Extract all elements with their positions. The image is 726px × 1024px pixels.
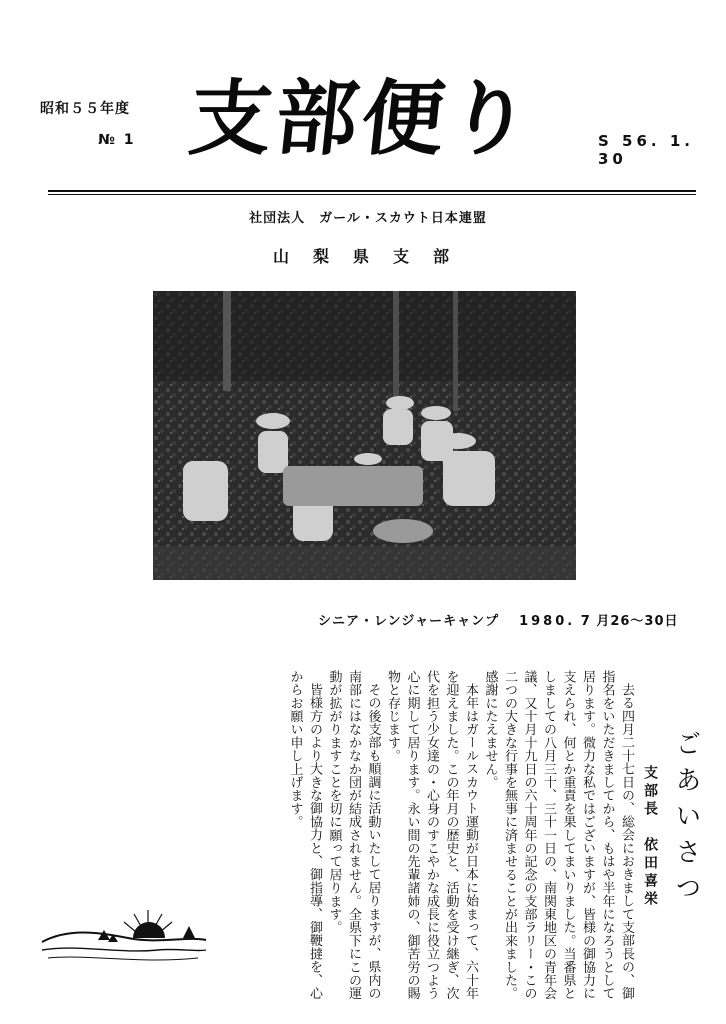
caption-year: 1980. [519,614,576,629]
header-divider [48,190,696,192]
author-name: 依田喜栄 [642,837,658,909]
article-paragraph: 皆様方のより大きな御協力と、御指導、御鞭撻を、心からお願い申し上げます。 [287,670,322,1000]
issue-number: № 1 [98,132,136,148]
caption-event: シニア・レンジャーキャンプ [318,614,500,629]
newsletter-title: 支部便り [184,71,540,167]
sunrise-illustration [38,880,208,970]
article-paragraph: 本年はガールスカウト運動が日本に始まって、六十年を迎えました。この年月の歴史と、活動を受け継ぎ、次代を担う少女達の・心身のすこやかな成長に役立つよう心に期して居ります。永い間の先輩諸姉の、御苦労の賜物と存じます。 [385,670,478,1000]
article-author [640,765,660,909]
author-role: 支部長 [642,765,658,819]
article-body [186,670,636,1000]
article-paragraph: 去る四月二十七日の、総会におきまして支部長の、御指名をいただきましてから、もはや半年になろうとして居ります。微力な私ではございますが、皆様の御協力に支えられ、何とか重責を果してまいりました。当番県としましての八月三十、三十一日の、南関東地区の青年会議、又十月十九日の六十周年の記念の支部ラリー・この二つの大きな行事を無事に済ませることが出来ました。感謝にたえません。 [482,670,634,1000]
article-title: ごあいさつ [671,730,701,910]
header-divider-thin [48,194,696,195]
caption-dates: 7 月26〜30日 [580,614,679,629]
photo-caption [318,610,679,629]
publication-date: S 56. 1. 30 [598,132,694,168]
fiscal-year-label: 昭和５５年度 [40,101,130,117]
branch-name: 山梨県支部 [272,247,473,266]
organization-name: 社団法人 ガール・スカウト日本連盟 [249,211,487,226]
article-paragraph: その後支部も順調に活動いたして居りますが、県内の南部にはなかなか団が結成されません。全県下にこの運動が拡がりますことを切に願って居ります。 [326,670,381,1000]
camp-photo [153,291,576,580]
